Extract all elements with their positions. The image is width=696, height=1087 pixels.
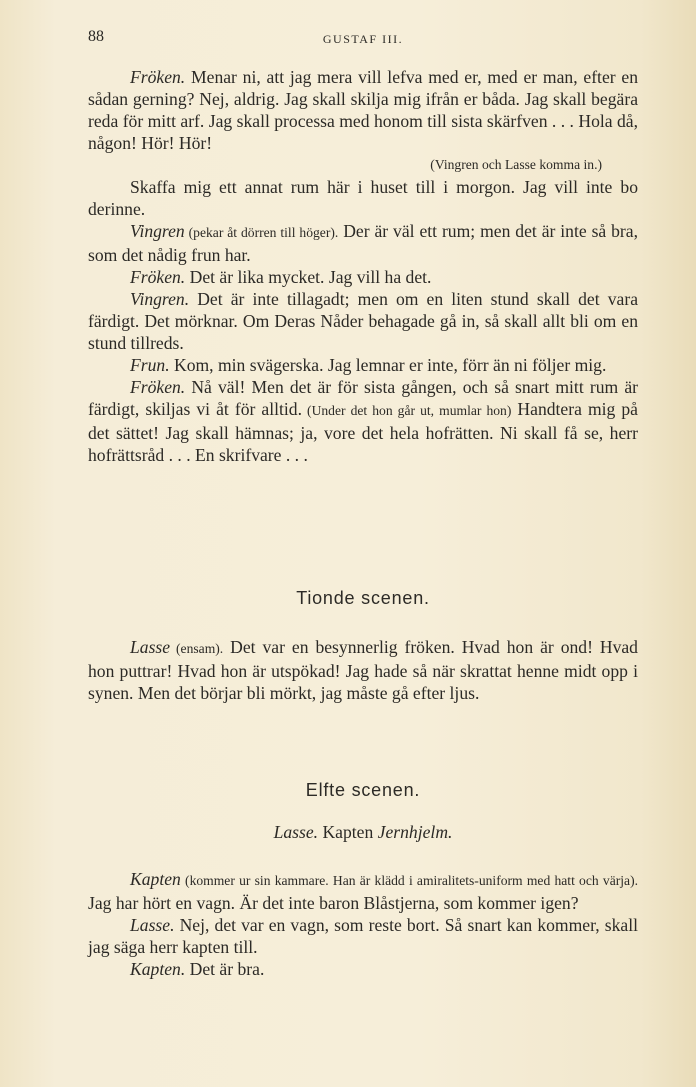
dialogue-text: Der är väl ett rum; men det är inte så bra, som det nådig frun har.	[88, 221, 638, 265]
dialogue-paragraph	[88, 636, 638, 704]
page-header	[88, 28, 638, 50]
stage-direction: (ensam).	[170, 641, 224, 656]
dialogue-text: Det är bra.	[185, 959, 265, 979]
scene-heading-10: Tionde scenen.	[296, 588, 430, 608]
dialogue-text: Det är inte tillagadt; men om en liten stund skall det vara färdigt. Det mörknar. Om Deras Nåder behagade gå in, så skall allt bli om en stund tillreds.	[88, 289, 638, 353]
speaker-name: Fröken.	[130, 67, 186, 87]
speaker-name: Frun.	[130, 355, 170, 375]
dialogue-paragraph	[88, 868, 638, 914]
speaker-name: Kapten	[130, 869, 181, 889]
speaker-name: Lasse	[130, 637, 171, 657]
speaker-name: Lasse.	[130, 915, 175, 935]
speaker-name: Fröken.	[130, 267, 186, 287]
stage-direction: (Vingren och Lasse komma in.)	[430, 157, 602, 172]
dialogue-paragraph	[88, 958, 638, 980]
speaker-name: Vingren	[130, 221, 185, 241]
dialogue-paragraph	[88, 66, 638, 154]
dialogue-text: Handtera mig på det sättet! Jag skall hämnas; ja, vore det hela hofrätten. Ni skall få se, herr hofrättsråd . . . En skrifvare . . .	[88, 399, 638, 465]
dialogue-paragraph	[88, 354, 638, 376]
dialogue-text: Det är lika mycket. Jag vill ha det.	[185, 267, 432, 287]
scene-heading-11: Elfte scenen.	[305, 780, 421, 800]
dialogue-paragraph	[88, 376, 638, 466]
stage-direction: (kommer ur sin kammare. Han är klädd i amiralitets-uniform med hatt och värja).	[180, 873, 638, 888]
dialogue-paragraph	[88, 176, 638, 220]
dialogue-block-scene-11	[88, 868, 638, 980]
dialogue-text: Kom, min svägerska. Jag lemnar er inte, förr än ni följer mig.	[169, 355, 607, 375]
stage-direction: (Under det hon går ut, mumlar hon)	[301, 403, 512, 418]
dialogue-paragraph	[88, 266, 638, 288]
cast-name: Lasse.	[273, 822, 319, 842]
dialogue-text: Nej, det var en vagn, som reste bort. Så snart kan kommer, skall jag säga herr kapten till.	[88, 915, 638, 957]
dialogue-text: Skaffa mig ett annat rum här i huset till i morgon. Jag vill inte bo derinne.	[88, 177, 638, 219]
dialogue-block-scene-10	[88, 636, 638, 704]
dialogue-paragraph	[88, 220, 638, 266]
dialogue-block-1	[88, 66, 638, 466]
speaker-name: Fröken.	[130, 377, 186, 397]
cast-title: Kapten	[318, 822, 378, 842]
page-number: 88	[88, 28, 104, 45]
dialogue-text: Det var en besynnerlig fröken. Hvad hon är ond! Hvad hon puttrar! Hvad hon är utspökad! Jag hade så när skrattat henne midt opp i synen. Men det börjar bli mörkt, jag måste gå efter ljus.	[88, 637, 638, 703]
dialogue-paragraph	[88, 288, 638, 354]
cast-name: Jernhjelm.	[377, 822, 453, 842]
running-title: GUSTAF III.	[322, 32, 404, 46]
cast-list	[88, 822, 638, 843]
dialogue-paragraph	[88, 914, 638, 958]
speaker-name: Vingren.	[130, 289, 190, 309]
dialogue-text: Jag har hört en vagn. Är det inte baron Blåstjerna, som kommer igen?	[88, 893, 579, 913]
speaker-name: Kapten.	[130, 959, 186, 979]
dialogue-text: Nå väl! Men det är för sista gången, och så snart mitt rum är färdigt, skiljas vi åt för alltid.	[88, 377, 638, 419]
stage-direction: (pekar åt dörren till höger).	[184, 225, 339, 240]
dialogue-text: Menar ni, att jag mera vill lefva med er, med er man, efter en sådan gerning? Nej, aldrig. Jag skall skilja mig ifrån er båda. Jag skall begära reda för mitt arf. Jag skall processa med honom till sista skärfven . . . Hola då, någon! Hör! Hör!	[88, 67, 638, 153]
